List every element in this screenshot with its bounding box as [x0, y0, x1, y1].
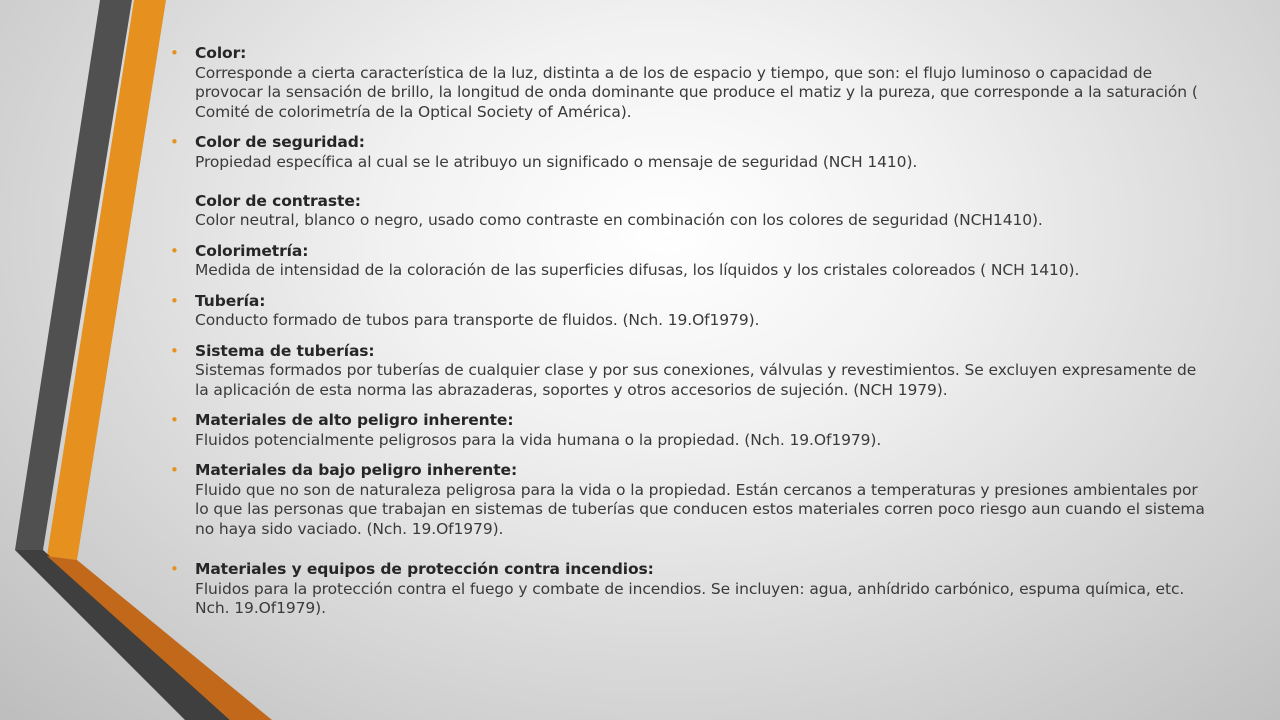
term-label: Materiales y equipos de protección contra incendios:: [195, 560, 654, 578]
list-item: [170, 560, 1210, 619]
term-definition: Color neutral, blanco o negro, usado como contraste en combinación con los colores de seguridad (NCH1410).: [195, 211, 1043, 229]
term-label: Tubería:: [195, 291, 266, 310]
bullet-icon: •: [170, 411, 179, 429]
term-label: Color:: [195, 44, 247, 62]
term-label: Sistema de tuberías:: [195, 341, 375, 360]
list-item: [170, 242, 1210, 281]
term-definition: Sistemas formados por tuberías de cualquier clase y por sus conexiones, válvulas y revestimientos. Se excluyen expresamente de la aplicación de esta norma las abrazaderas, soportes y otros accesorios de sujeción. (NCH 1979).: [195, 361, 1197, 399]
term-definition: Propiedad específica al cual se le atribuyo un significado o mensaje de seguridad (NCH 1410).: [195, 152, 918, 171]
list-item: [170, 461, 1210, 539]
bullet-icon: •: [170, 241, 179, 260]
term-label: Color de seguridad:: [195, 133, 365, 151]
term-definition: Medida de intensidad de la coloración de las superficies difusas, los líquidos y los cristales coloreados ( NCH 1410).: [195, 261, 1080, 279]
definitions-list: [170, 44, 1210, 630]
term-definition: Fluido que no son de naturaleza peligrosa para la vida o la propiedad. Están cercanos a temperaturas y presiones ambientales por lo que las personas que trabajan en sistemas de tuberías que conducen estos materiales corren poco riesgo aun cuando el sistema no haya sido vaciado. (Nch. 19.Of1979).: [195, 480, 1205, 538]
list-item: [170, 292, 1210, 331]
term-definition: Fluidos para la protección contra el fuego y combate de incendios. Se incluyen: agua, anhídrido carbónico, espuma química, etc. Nch. 19.Of1979).: [195, 579, 1185, 617]
term-label: Materiales da bajo peligro inherente:: [195, 461, 518, 479]
list-item: [170, 133, 1210, 231]
bullet-icon: •: [170, 291, 179, 310]
term-definition: Conducto formado de tubos para transporte de fluidos. (Nch. 19.Of1979).: [195, 311, 760, 329]
bullet-icon: •: [170, 341, 179, 360]
list-item: [170, 44, 1210, 122]
term-label: Materiales de alto peligro inherente:: [195, 411, 514, 429]
bullet-icon: •: [170, 461, 179, 479]
term-definition: Fluidos potencialmente peligrosos para la vida humana o la propiedad. (Nch. 19.Of1979).: [195, 430, 882, 449]
term-label: Colorimetría:: [195, 241, 309, 260]
bullet-icon: •: [170, 133, 179, 151]
term-definition: Corresponde a cierta característica de la luz, distinta a de los de espacio y tiempo, que son: el flujo luminoso o capacidad de provocar la sensación de brillo, la longitud de onda dominante que produce el matiz y la pureza, que corresponde a la saturación ( Comité de colorimetría de la Optical Society of América).: [195, 63, 1198, 121]
bullet-icon: •: [170, 560, 179, 578]
term-label: Color de contraste:: [195, 191, 361, 210]
bullet-icon: •: [170, 44, 179, 62]
list-item: [170, 342, 1210, 401]
list-item: [170, 411, 1210, 450]
